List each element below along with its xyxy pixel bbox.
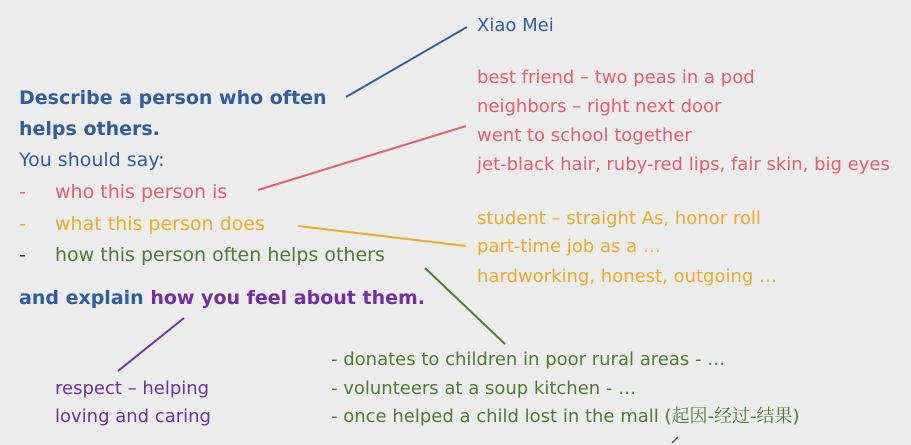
note-helps: - once helped a child lost in the mall (起因-经过-结果)	[331, 406, 800, 427]
note-does: hardworking, honest, outgoing …	[477, 266, 778, 287]
should-say-label: You should say:	[19, 149, 165, 171]
bullet-does: what this person does	[55, 213, 265, 235]
note-who: jet-black hair, ruby-red lips, fair skin, big eyes	[477, 154, 890, 175]
bullet-dash: -	[19, 244, 26, 266]
prompt-title-line1: Describe a person who often	[19, 87, 327, 109]
note-helps: - volunteers at a soup kitchen - …	[331, 378, 637, 399]
name-note: Xiao Mei	[477, 15, 554, 36]
explain-prefix: and explain	[19, 287, 144, 309]
note-who: went to school together	[477, 125, 692, 146]
connector-name	[346, 27, 467, 97]
note-feel: respect – helping	[55, 378, 210, 399]
explain-line	[19, 289, 425, 308]
connector-who	[258, 126, 466, 190]
note-who: best friend – two peas in a pod	[477, 67, 755, 88]
bullet-dash: -	[19, 213, 26, 235]
note-who: neighbors – right next door	[477, 96, 722, 117]
bullet-helps: how this person often helps others	[55, 244, 385, 266]
note-helps: - donates to children in poor rural areas - …	[331, 349, 726, 370]
connector-does	[298, 226, 466, 246]
bullet-dash: -	[19, 181, 26, 203]
note-does: student – straight As, honor roll	[477, 208, 761, 229]
prompt-title-line2: helps others.	[19, 118, 160, 140]
explain-highlight: how you feel about them.	[150, 287, 426, 309]
note-does: part-time job as a …	[477, 236, 661, 257]
bullet-who: who this person is	[55, 181, 228, 203]
connector-feel	[118, 318, 184, 371]
pen-mark-icon	[672, 437, 678, 443]
note-feel: loving and caring	[55, 406, 211, 427]
